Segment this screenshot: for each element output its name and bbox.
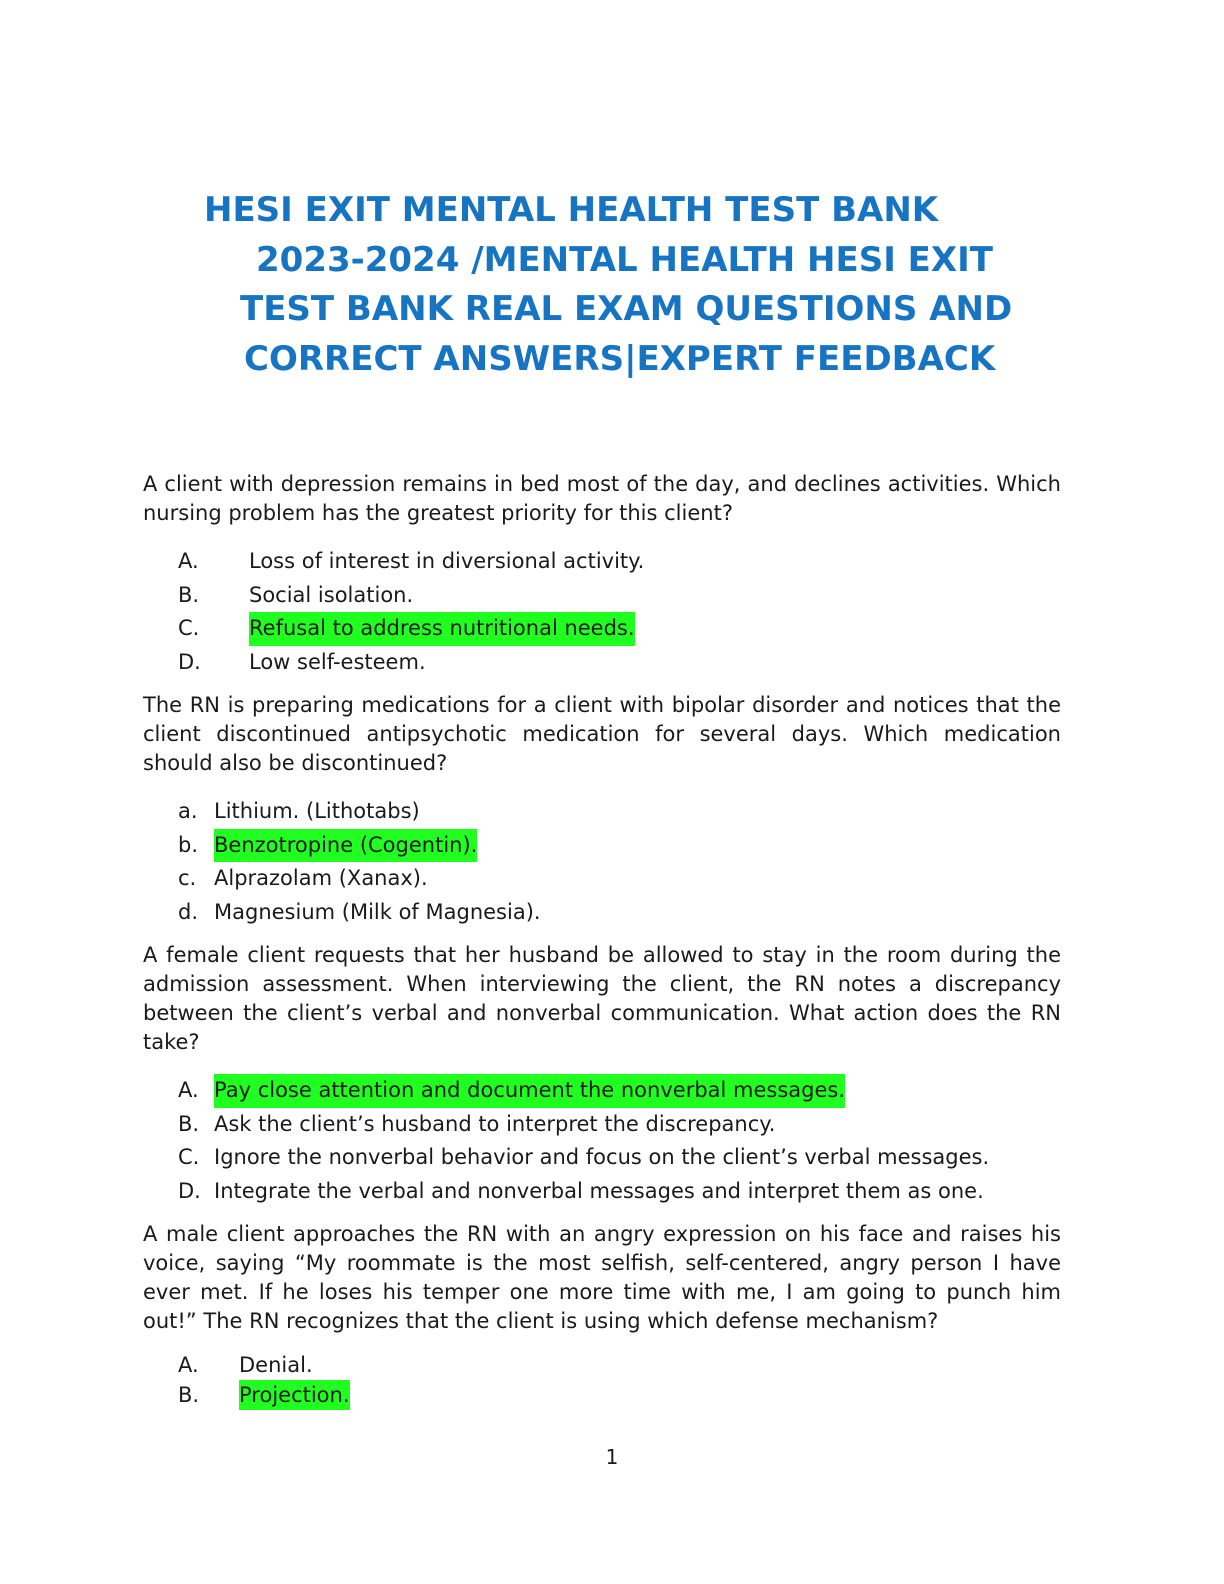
- option-text: Integrate the verbal and nonverbal messages and interpret them as one.: [214, 1178, 984, 1203]
- option-text: Magnesium (Milk of Magnesia).: [214, 899, 541, 924]
- option-c: [178, 862, 1061, 896]
- document-title: [150, 186, 1050, 384]
- option-letter: B.: [178, 1111, 200, 1136]
- option-letter: D.: [178, 1178, 201, 1203]
- option-list: [143, 795, 1061, 929]
- correct-answer-highlight: Projection.: [239, 1380, 350, 1410]
- option-letter: C.: [178, 616, 200, 640]
- option-letter: a.: [178, 799, 198, 823]
- option-list: [143, 545, 1061, 679]
- option-letter: d.: [178, 899, 199, 924]
- title-line-4: CORRECT ANSWERS|EXPERT FEEDBACK: [244, 338, 996, 379]
- option-d: [178, 1175, 1061, 1209]
- option-d: [178, 896, 1061, 930]
- title-line-3: TEST BANK REAL EXAM QUESTIONS AND: [240, 289, 1013, 329]
- option-c: [178, 1141, 1061, 1175]
- question-4: [143, 1220, 1061, 1410]
- option-text: Low self-esteem.: [249, 649, 426, 674]
- question-text: A female client requests that her husband be allowed to stay in the room during the admission assessment. When interviewing the client, the RN notes a discrepancy between the client’s verbal and nonverbal communication. What action does the RN take?: [143, 943, 1061, 1054]
- option-letter: c.: [178, 866, 197, 890]
- option-letter: B.: [178, 1383, 200, 1407]
- question-text: A client with depression remains in bed most of the day, and declines activities. Which nursing problem has the greatest priority for this client?: [143, 472, 1061, 525]
- option-b-correct: [178, 1380, 1061, 1410]
- option-letter: A.: [178, 549, 199, 573]
- option-b: [178, 1108, 1061, 1142]
- option-b-correct: [178, 829, 1061, 863]
- title-line-1: HESI EXIT MENTAL HEALTH TEST BANK: [204, 190, 939, 230]
- page-number: 1: [605, 1445, 619, 1469]
- question-text: A male client approaches the RN with an angry expression on his face and raises his voice, saying “My roommate is the most selfish, self-centered, angry person I have ever met. If he loses his temper one more time with me, I am going to punch him out!” The RN recognizes that the client is using which defense mechanism?: [143, 1222, 1061, 1333]
- option-text: Loss of interest in diversional activity.: [249, 549, 645, 573]
- correct-answer-highlight: Refusal to address nutritional needs.: [249, 612, 635, 646]
- option-a-correct: [178, 1074, 1061, 1108]
- correct-answer-highlight: Pay close attention and document the nonverbal messages.: [214, 1074, 845, 1108]
- option-b: [178, 579, 1061, 613]
- question-3: [143, 941, 1061, 1208]
- option-letter: D.: [178, 649, 201, 674]
- question-1: [143, 470, 1061, 679]
- option-a: [178, 1350, 1061, 1380]
- option-letter: b.: [178, 832, 199, 857]
- correct-answer-highlight: Benzotropine (Cogentin).: [214, 829, 477, 863]
- option-d: [178, 646, 1061, 680]
- option-letter: A.: [178, 1078, 199, 1102]
- option-text: Lithium. (Lithotabs): [214, 799, 420, 823]
- option-a: [178, 545, 1061, 579]
- option-a: [178, 795, 1061, 829]
- option-letter: A.: [178, 1353, 199, 1377]
- option-c-correct: [178, 612, 1061, 646]
- question-text: The RN is preparing medications for a client with bipolar disorder and notices that the client discontinued antipsychotic medication for several days. Which medication should also be discontinued?: [143, 693, 1061, 775]
- option-text: Ask the client’s husband to interpret the discrepancy.: [214, 1111, 776, 1136]
- option-letter: B.: [178, 582, 200, 607]
- option-text: Denial.: [239, 1353, 313, 1377]
- option-text: Alprazolam (Xanax).: [214, 866, 428, 890]
- option-list: [143, 1074, 1061, 1208]
- option-text: Social isolation.: [249, 582, 414, 607]
- title-line-2: 2023-2024 /MENTAL HEALTH HESI EXIT: [256, 239, 993, 280]
- option-text: Ignore the nonverbal behavior and focus on the client’s verbal messages.: [214, 1145, 990, 1169]
- questions-content: [143, 470, 1061, 1410]
- option-letter: C.: [178, 1145, 200, 1169]
- question-2: [143, 691, 1061, 929]
- option-list: [143, 1350, 1061, 1410]
